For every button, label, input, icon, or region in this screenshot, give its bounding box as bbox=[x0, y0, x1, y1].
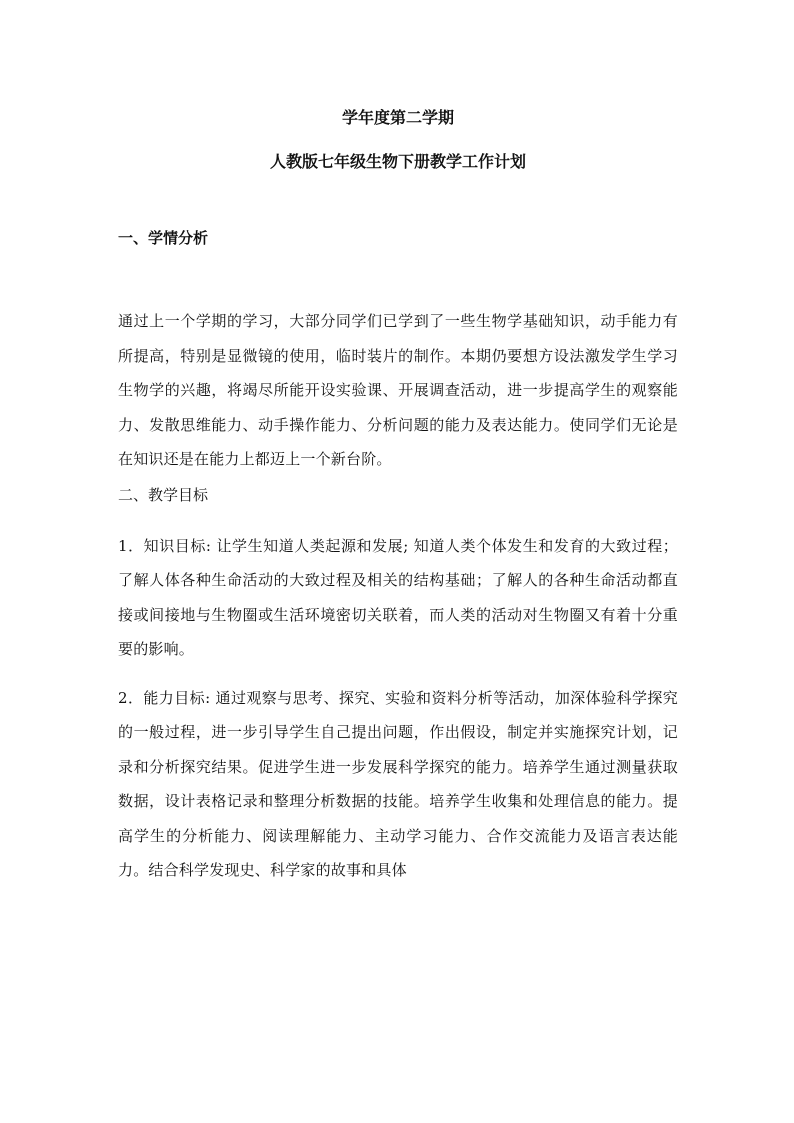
goal1-paragraph: 1．知识目标: 让学生知道人类起源和发展; 知道人类个体发生和发育的大致过程；了解人体各种生命活动的大致过程及相关的结构基础；了解人的各种生命活动都直接或间接地与生物圈或生活环境密切关联着，而人类的活动对生物圈又有着十分重要的影响。 bbox=[118, 536, 678, 658]
document-title-line2: 人教版七年级生物下册教学工作计划 bbox=[269, 152, 526, 171]
section2-heading: 二、教学目标 bbox=[118, 485, 209, 504]
document-body bbox=[118, 106, 678, 888]
document-title-line1: 学年度第二学期 bbox=[341, 108, 454, 127]
goal2-paragraph: 2．能力目标: 通过观察与思考、探究、实验和资料分析等活动，加深体验科学探究的一般过程，进一步引导学生自己提出问题，作出假设，制定并实施探究计划，记录和分析探究结果。促进学生进一步发展科学探究的能力。培养学生通过测量获取数据，设计表格记录和整理分析数据的技能。培养学生收集和处理信息的能力。提高学生的分析能力、阅读理解能力、主动学习能力、合作交流能力及语言表达能力。结合科学发现史、科学家的故事和具体 bbox=[118, 688, 678, 879]
section1-heading: 一、学情分析 bbox=[118, 229, 209, 247]
section1-paragraph: 通过上一个学期的学习，大部分同学们已学到了一些生物学基础知识，动手能力有所提高，特别是显微镜的使用，临时装片的制作。本期仍要想方设法激发学生学习生物学的兴趣，将竭尽所能开设实验课、开展调查活动，进一步提高学生的观察能力、发散思维能力、动手操作能力、分析问题的能力及表达能力。使同学们无论是在知识还是在能力上都迈上一个新台阶。 bbox=[118, 312, 678, 468]
